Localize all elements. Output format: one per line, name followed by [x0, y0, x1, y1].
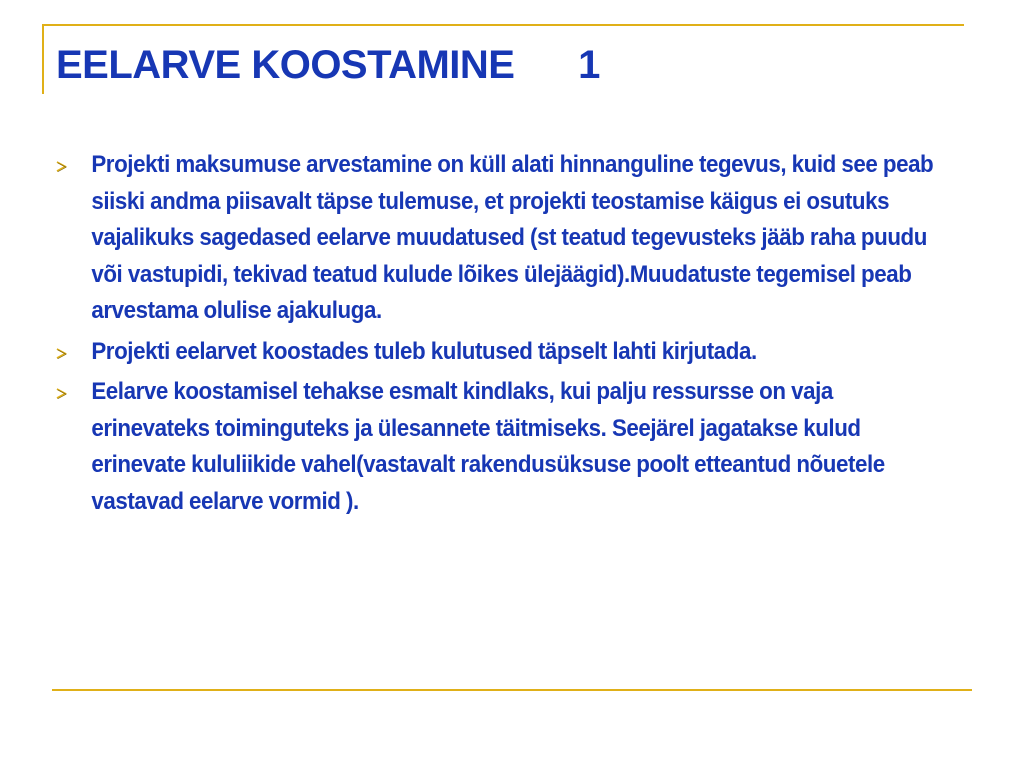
- bullet-item: [56, 374, 1021, 520]
- chevron-right-icon: [56, 348, 67, 359]
- left-accent-rule: [42, 24, 44, 94]
- bullet-text: Projekti maksumuse arvestamine on küll alati hinnanguline tegevus, kuid see peab siiski andma piisavalt täpse tulemuse, et projekti teostamise käigus ei osutuks vajalikuks sagedased eelarve muudatused (st teatud tegevusteks jääb raha puudu või vastupidi, tekivad teatud kulude lõikes ülejäägid).Muudatuste tegemisel peab arvestama olulise ajakuluga.: [91, 151, 934, 324]
- bullet-item: [56, 147, 1021, 330]
- bullet-list: [56, 147, 976, 524]
- bottom-accent-rule: [52, 689, 972, 691]
- bullet-text: Projekti eelarvet koostades tuleb kulutused täpselt lahti kirjutada.: [91, 337, 757, 365]
- chevron-right-icon: [56, 161, 67, 172]
- top-accent-rule: [42, 24, 964, 26]
- bullet-text: Eelarve koostamisel tehakse esmalt kindlaks, kui palju ressursse on vaja erinevateks toiminguteks ja ülesannete täitmiseks. Seejärel jagatakse kulud erinevate kululiikide vahel(vastavalt rakendusüksuse poolt etteantud nõuetele vastavad eelarve vormid ).: [91, 378, 885, 515]
- chevron-right-icon: [56, 388, 67, 399]
- bullet-item: [56, 334, 1021, 371]
- slide-title: EELARVE KOOSTAMINE 1: [56, 43, 600, 87]
